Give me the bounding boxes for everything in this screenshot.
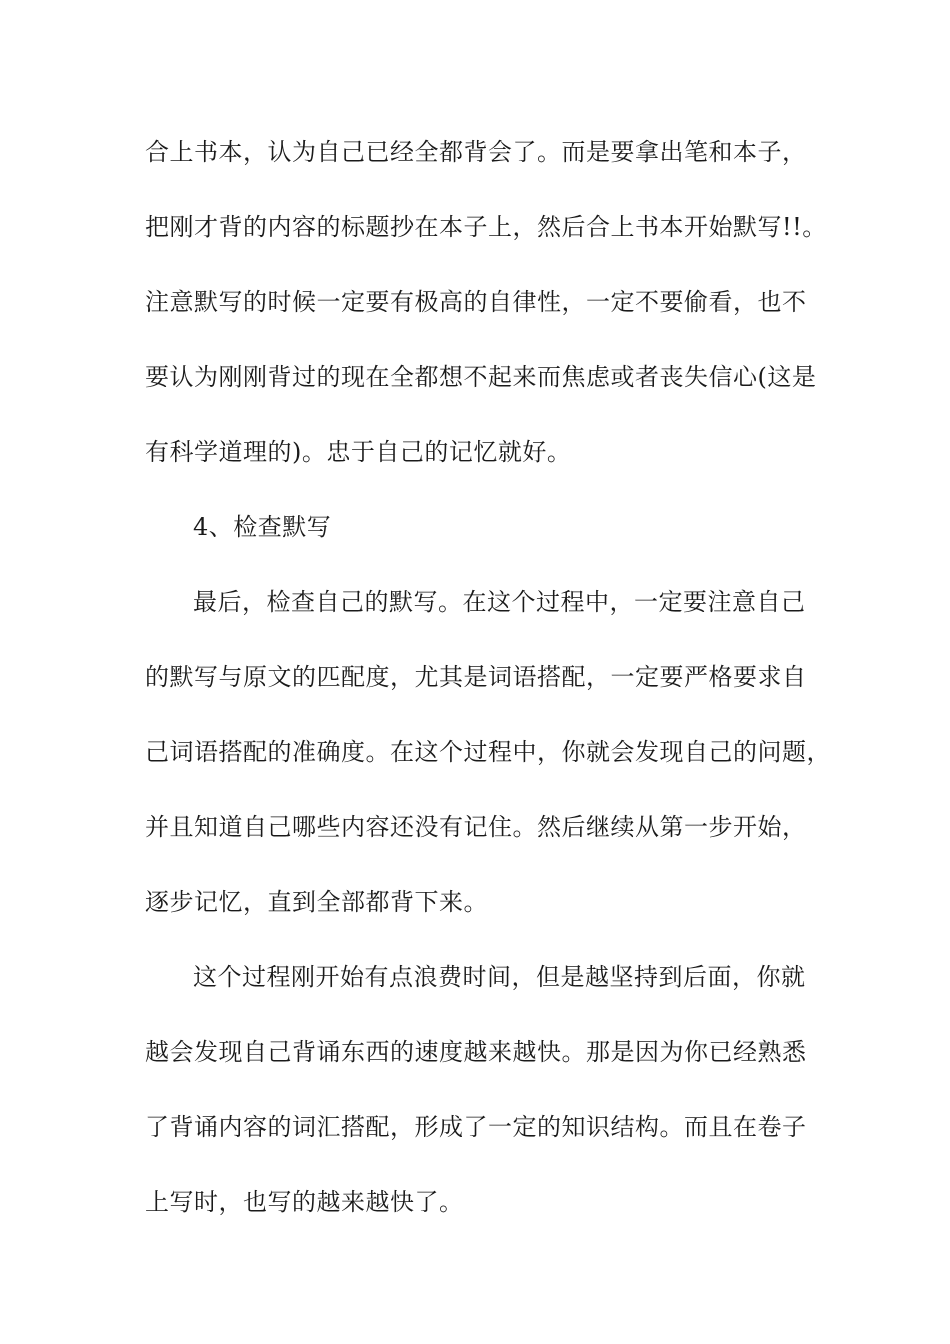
text-line: 上写时，也写的越来越快了。 — [145, 1188, 464, 1216]
text-line: 了背诵内容的词汇搭配，形成了一定的知识结构。而且在卷子 — [145, 1113, 807, 1141]
text-line: 最后，检查自己的默写。在这个过程中，一定要注意自己 — [193, 588, 806, 616]
text-line: 的默写与原文的匹配度，尤其是词语搭配，一定要严格要求自 — [145, 663, 807, 691]
text-line: 这个过程刚开始有点浪费时间，但是越坚持到后面，你就 — [193, 963, 806, 991]
text-line: 有科学道理的)。忠于自己的记忆就好。 — [145, 438, 572, 466]
text-line: 并且知道自己哪些内容还没有记住。然后继续从第一步开始， — [145, 813, 807, 841]
text-line: 要认为刚刚背过的现在全都想不起来而焦虑或者丧失信心(这是 — [145, 363, 817, 391]
text-line: 合上书本，认为自己已经全都背会了。而是要拿出笔和本子， — [145, 138, 807, 166]
text-line: 越会发现自己背诵东西的速度越来越快。那是因为你已经熟悉 — [145, 1038, 807, 1066]
text-line: 把刚才背的内容的标题抄在本子上，然后合上书本开始默写!!。 — [145, 213, 827, 241]
text-line: 注意默写的时候一定要有极高的自律性，一定不要偷看，也不 — [145, 288, 807, 316]
section-heading: 4、检查默写 — [193, 513, 332, 541]
text-line: 逐步记忆，直到全部都背下来。 — [145, 888, 488, 916]
text-line: 己词语搭配的准确度。在这个过程中，你就会发现自己的问题， — [145, 738, 831, 766]
